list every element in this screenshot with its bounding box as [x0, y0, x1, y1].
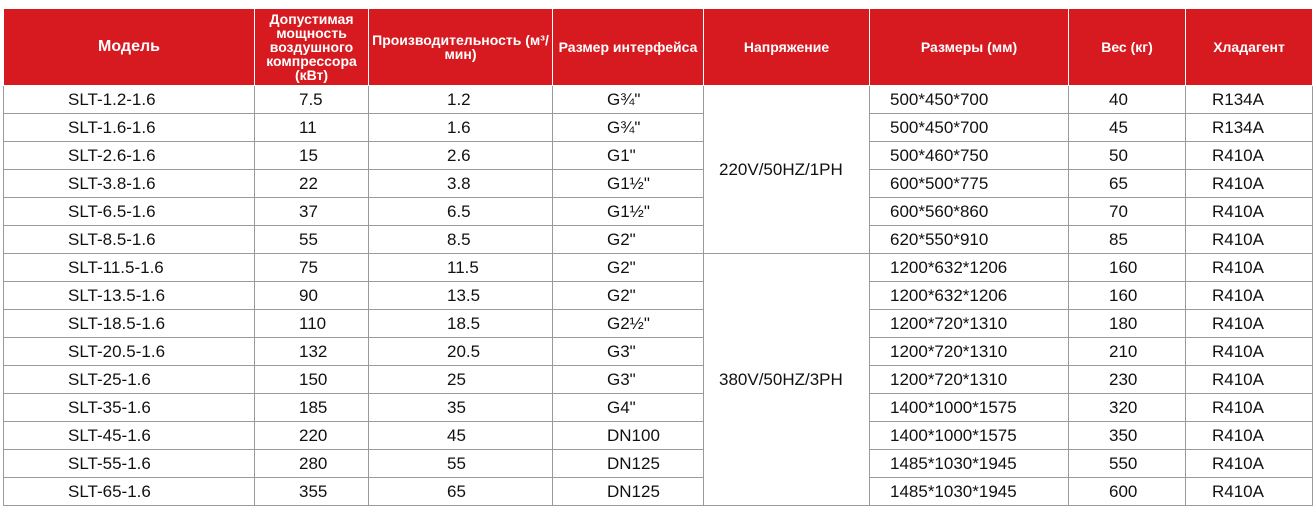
power-cell: 22	[255, 170, 369, 198]
specification-table	[3, 8, 1313, 506]
capacity-cell: 25	[369, 366, 553, 394]
dimensions-cell: 500*460*750	[870, 142, 1069, 170]
interface-cell: G2"	[553, 226, 704, 254]
weight-cell: 230	[1069, 366, 1186, 394]
model-cell: SLT-2.6-1.6	[4, 142, 255, 170]
model-cell: SLT-65-1.6	[4, 478, 255, 506]
table-row	[4, 142, 1313, 170]
power-cell: 220	[255, 422, 369, 450]
header-voltage: Напряжение	[704, 9, 870, 86]
refrigerant-cell: R134A	[1186, 86, 1313, 114]
interface-cell: G3"	[553, 338, 704, 366]
header-capacity: Производительность (м³/мин)	[369, 9, 553, 86]
power-cell: 7.5	[255, 86, 369, 114]
refrigerant-cell: R410A	[1186, 478, 1313, 506]
model-cell: SLT-25-1.6	[4, 366, 255, 394]
interface-cell: G2"	[553, 282, 704, 310]
refrigerant-cell: R410A	[1186, 142, 1313, 170]
refrigerant-cell: R410A	[1186, 366, 1313, 394]
capacity-cell: 1.6	[369, 114, 553, 142]
header-weight: Вес (кг)	[1069, 9, 1186, 86]
header-interface: Размер интерфейса	[553, 9, 704, 86]
dimensions-cell: 1485*1030*1945	[870, 478, 1069, 506]
header-row	[4, 9, 1313, 86]
power-cell: 37	[255, 198, 369, 226]
model-cell: SLT-11.5-1.6	[4, 254, 255, 282]
weight-cell: 600	[1069, 478, 1186, 506]
capacity-cell: 6.5	[369, 198, 553, 226]
capacity-cell: 45	[369, 422, 553, 450]
capacity-cell: 55	[369, 450, 553, 478]
interface-cell: G1"	[553, 142, 704, 170]
capacity-cell: 18.5	[369, 310, 553, 338]
dimensions-cell: 1200*632*1206	[870, 254, 1069, 282]
power-cell: 15	[255, 142, 369, 170]
header-power: Допустимая мощность воздушного компрессора (кВт)	[255, 9, 369, 86]
weight-cell: 45	[1069, 114, 1186, 142]
model-cell: SLT-35-1.6	[4, 394, 255, 422]
dimensions-cell: 500*450*700	[870, 114, 1069, 142]
table-row	[4, 366, 1313, 394]
refrigerant-cell: R410A	[1186, 450, 1313, 478]
capacity-cell: 35	[369, 394, 553, 422]
interface-cell: G2"	[553, 254, 704, 282]
power-cell: 280	[255, 450, 369, 478]
power-cell: 185	[255, 394, 369, 422]
interface-cell: G2½"	[553, 310, 704, 338]
interface-cell: G¾"	[553, 114, 704, 142]
table-row	[4, 254, 1313, 282]
dimensions-cell: 500*450*700	[870, 86, 1069, 114]
dimensions-cell: 1400*1000*1575	[870, 422, 1069, 450]
capacity-cell: 20.5	[369, 338, 553, 366]
weight-cell: 70	[1069, 198, 1186, 226]
refrigerant-cell: R410A	[1186, 254, 1313, 282]
table-header	[4, 9, 1313, 86]
interface-cell: G1½"	[553, 198, 704, 226]
model-cell: SLT-20.5-1.6	[4, 338, 255, 366]
table-body	[4, 86, 1313, 506]
refrigerant-cell: R410A	[1186, 170, 1313, 198]
refrigerant-cell: R410A	[1186, 338, 1313, 366]
table-row	[4, 282, 1313, 310]
table-row	[4, 170, 1313, 198]
dimensions-cell: 620*550*910	[870, 226, 1069, 254]
model-cell: SLT-13.5-1.6	[4, 282, 255, 310]
capacity-cell: 13.5	[369, 282, 553, 310]
weight-cell: 50	[1069, 142, 1186, 170]
table-row	[4, 478, 1313, 506]
interface-cell: DN100	[553, 422, 704, 450]
table-row	[4, 394, 1313, 422]
dimensions-cell: 1200*720*1310	[870, 310, 1069, 338]
model-cell: SLT-3.8-1.6	[4, 170, 255, 198]
weight-cell: 40	[1069, 86, 1186, 114]
power-cell: 132	[255, 338, 369, 366]
weight-cell: 160	[1069, 282, 1186, 310]
weight-cell: 180	[1069, 310, 1186, 338]
power-cell: 11	[255, 114, 369, 142]
interface-cell: G3"	[553, 366, 704, 394]
table-row	[4, 226, 1313, 254]
capacity-cell: 3.8	[369, 170, 553, 198]
refrigerant-cell: R410A	[1186, 198, 1313, 226]
refrigerant-cell: R410A	[1186, 310, 1313, 338]
model-cell: SLT-18.5-1.6	[4, 310, 255, 338]
weight-cell: 65	[1069, 170, 1186, 198]
table-row	[4, 450, 1313, 478]
power-cell: 110	[255, 310, 369, 338]
dimensions-cell: 600*500*775	[870, 170, 1069, 198]
table-row	[4, 86, 1313, 114]
model-cell: SLT-55-1.6	[4, 450, 255, 478]
capacity-cell: 1.2	[369, 86, 553, 114]
dimensions-cell: 1200*632*1206	[870, 282, 1069, 310]
power-cell: 355	[255, 478, 369, 506]
dimensions-cell: 1400*1000*1575	[870, 394, 1069, 422]
dimensions-cell: 600*560*860	[870, 198, 1069, 226]
table-row	[4, 198, 1313, 226]
weight-cell: 85	[1069, 226, 1186, 254]
table-row	[4, 114, 1313, 142]
weight-cell: 320	[1069, 394, 1186, 422]
model-cell: SLT-1.2-1.6	[4, 86, 255, 114]
table-row	[4, 310, 1313, 338]
weight-cell: 550	[1069, 450, 1186, 478]
dimensions-cell: 1485*1030*1945	[870, 450, 1069, 478]
weight-cell: 210	[1069, 338, 1186, 366]
power-cell: 55	[255, 226, 369, 254]
power-cell: 75	[255, 254, 369, 282]
capacity-cell: 11.5	[369, 254, 553, 282]
interface-cell: DN125	[553, 478, 704, 506]
table-row	[4, 422, 1313, 450]
model-cell: SLT-1.6-1.6	[4, 114, 255, 142]
header-refrigerant: Хладагент	[1186, 9, 1313, 86]
power-cell: 90	[255, 282, 369, 310]
interface-cell: G1½"	[553, 170, 704, 198]
weight-cell: 350	[1069, 422, 1186, 450]
table-row	[4, 338, 1313, 366]
model-cell: SLT-8.5-1.6	[4, 226, 255, 254]
capacity-cell: 8.5	[369, 226, 553, 254]
power-cell: 150	[255, 366, 369, 394]
capacity-cell: 65	[369, 478, 553, 506]
model-cell: SLT-45-1.6	[4, 422, 255, 450]
refrigerant-cell: R134A	[1186, 114, 1313, 142]
dimensions-cell: 1200*720*1310	[870, 366, 1069, 394]
weight-cell: 160	[1069, 254, 1186, 282]
refrigerant-cell: R410A	[1186, 394, 1313, 422]
voltage-cell: 380V/50HZ/3PH	[704, 254, 870, 506]
refrigerant-cell: R410A	[1186, 422, 1313, 450]
interface-cell: DN125	[553, 450, 704, 478]
interface-cell: G¾"	[553, 86, 704, 114]
refrigerant-cell: R410A	[1186, 282, 1313, 310]
header-dimensions: Размеры (мм)	[870, 9, 1069, 86]
interface-cell: G4"	[553, 394, 704, 422]
model-cell: SLT-6.5-1.6	[4, 198, 255, 226]
capacity-cell: 2.6	[369, 142, 553, 170]
dimensions-cell: 1200*720*1310	[870, 338, 1069, 366]
refrigerant-cell: R410A	[1186, 226, 1313, 254]
header-model: Модель	[4, 9, 255, 86]
voltage-cell: 220V/50HZ/1PH	[704, 86, 870, 254]
